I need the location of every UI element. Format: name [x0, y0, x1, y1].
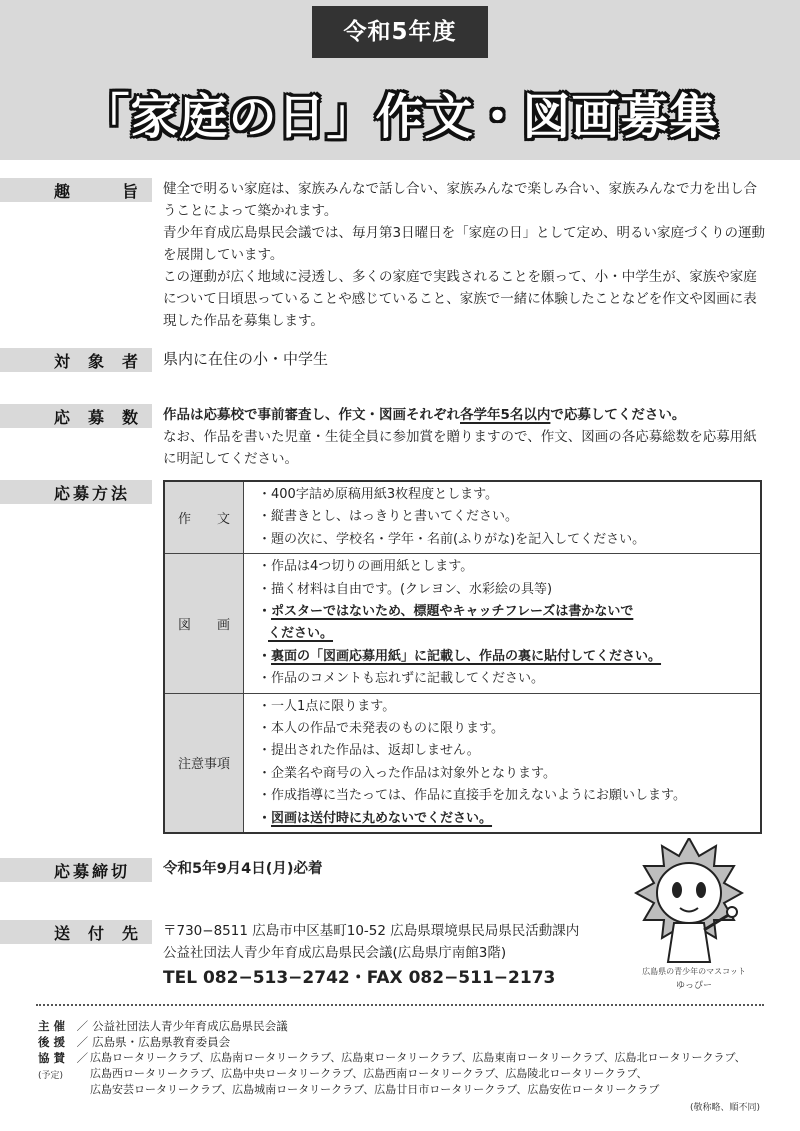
list-item: ・ポスターではないため、標題やキャッチフレーズは書かないで	[258, 604, 634, 620]
page-title: 「家庭の日」作文・図画募集	[81, 89, 719, 145]
list-item: ・描く材料は自由です。(クレヨン、水彩絵の具等)	[258, 581, 553, 597]
method-value-drawing	[244, 554, 762, 693]
support-row: 後援 ／ 広島県・広島県教育委員会	[38, 1035, 231, 1049]
count-bold-line: 作品は応募校で事前審査し、作文・図画それぞれ各学年5名以内で応募してください。	[163, 407, 686, 423]
year-badge: 令和5年度	[312, 6, 488, 58]
sun-mascot-icon	[634, 838, 744, 966]
section-label-send: 送 付 先	[0, 920, 152, 944]
list-item-continued: ください。	[268, 626, 334, 642]
purpose-paragraph: 健全で明るい家庭は、家族みんなで話し合い、家族みんなで楽しみ合い、家族みんなで力を出し合うことによって築かれます。	[163, 181, 757, 219]
purpose-paragraph: 青少年育成広島県民会議では、毎月第3日曜日を「家庭の日」として定め、明るい家庭づくりの運動を展開しています。	[163, 225, 766, 263]
list-item: ・作成指導に当たっては、作品に直接手を加えないようにお願いします。	[258, 788, 686, 804]
section-label-deadline: 応募締切	[0, 858, 152, 882]
list-item: ・一人1点に限ります。	[258, 698, 396, 714]
list-item: 広島ロータリークラブ、広島南ロータリークラブ、広島東ロータリークラブ、広島東南ロータリークラブ、広島北ロータリークラブ、	[90, 1051, 746, 1064]
list-item: 広島安芸ロータリークラブ、広島城南ロータリークラブ、広島廿日市ロータリークラブ、広島安佐ロータリークラブ	[90, 1083, 660, 1096]
list-item: ・縦書きとし、はっきりと書いてください。	[258, 509, 519, 525]
method-key-essay: 作 文	[164, 481, 244, 554]
mascot-name: ゆっぴー	[676, 981, 712, 991]
mascot-caption: 広島県の青少年のマスコット	[642, 967, 746, 976]
list-item: ・作品は4つ切りの画用紙とします。	[258, 559, 474, 575]
table-row	[164, 693, 761, 833]
list-item: ・企業名や商号の入った作品は対象外となります。	[258, 765, 556, 781]
send-text	[163, 920, 633, 992]
sponsor-note: (予定)	[38, 1071, 64, 1081]
host-row: 主催 ／ 公益社団法人青少年育成広島県民会議	[38, 1019, 288, 1033]
table-row	[164, 481, 761, 554]
method-table	[163, 480, 762, 834]
list-item: ・作品のコメントも忘れずに記載してください。	[258, 671, 545, 687]
list-item: ・図画は送付時に丸めないでください。	[258, 810, 493, 826]
method-value-essay	[244, 481, 762, 554]
table-row	[164, 554, 761, 693]
list-item: ・提出された作品は、返却しません。	[258, 743, 480, 759]
count-limit: 各学年5名以内	[460, 407, 551, 423]
count-text	[163, 404, 768, 470]
list-item: ・裏面の「図画応募用紙」に記載し、作品の裏に貼付してください。	[258, 648, 662, 664]
method-key-notes: 注意事項	[164, 693, 244, 833]
divider	[36, 1004, 764, 1006]
section-label-method: 応募方法	[0, 480, 152, 504]
deadline-text: 令和5年9月4日(月)必着	[163, 861, 323, 877]
list-item: ・題の次に、学校名・学年・名前(ふりがな)を記入してください。	[258, 531, 646, 547]
purpose-paragraph: この運動が広く地域に浸透し、多くの家庭で実践されることを願って、小・中学生が、家族や家庭について日頃思っていることや感じていること、家族で一緒に体験したことなどを作文や図画に表現した作品を募集します。	[163, 269, 757, 329]
section-label-purpose: 趣 旨	[0, 178, 152, 202]
send-address: 〒730−8511 広島市中区基町10-52 広島県環境県民局県民活動課内	[163, 923, 580, 939]
sponsor-list	[90, 1050, 746, 1098]
purpose-text	[163, 178, 768, 332]
sponsor-label: 協賛 ／	[38, 1051, 89, 1065]
section-label-count: 応 募 数	[0, 404, 152, 428]
method-value-notes	[244, 693, 762, 833]
send-org: 公益社団法人青少年育成広島県民会議(広島県庁南館3階)	[163, 945, 507, 961]
list-item: ・本人の作品で未発表のものに限ります。	[258, 721, 504, 737]
honorific-note: (敬称略、順不同)	[690, 1103, 761, 1113]
target-text: 県内に在住の小・中学生	[163, 350, 329, 368]
count-note: なお、作品を書いた児童・生徒全員に参加賞を贈りますので、作文、図画の各応募総数を応募用紙に明記してください。	[163, 429, 757, 467]
section-label-target: 対 象 者	[0, 348, 152, 372]
list-item: ・400字詰め原稿用紙3枚程度とします。	[258, 487, 499, 502]
send-tel-fax: TEL 082−513−2742・FAX 082−511−2173	[163, 968, 556, 988]
method-key-drawing: 図 画	[164, 554, 244, 693]
list-item: 広島西ロータリークラブ、広島中央ロータリークラブ、広島西南ロータリークラブ、広島陵北ロータリークラブ、	[90, 1067, 648, 1080]
